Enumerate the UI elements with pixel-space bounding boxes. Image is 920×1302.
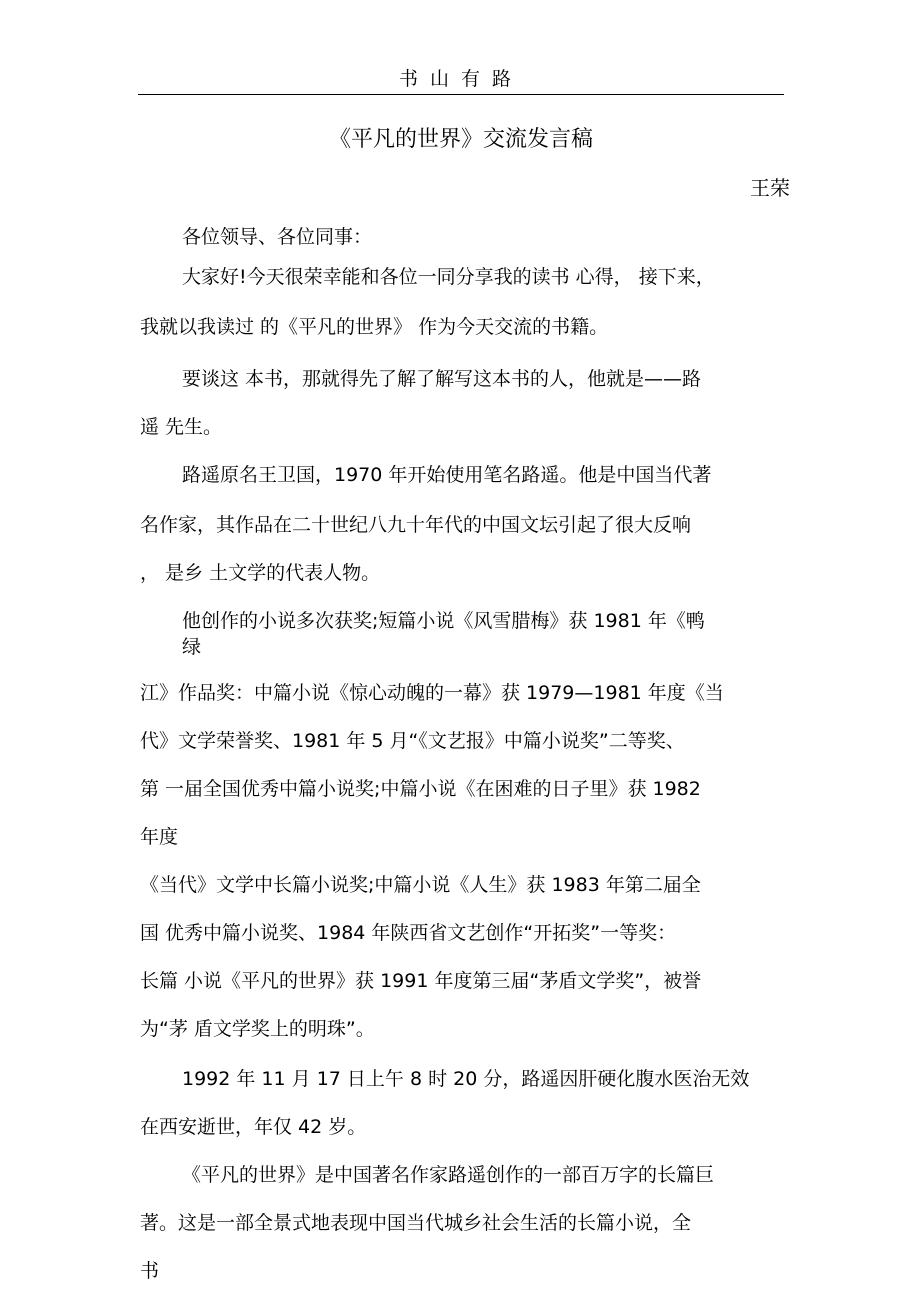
body-line: 绿 xyxy=(182,636,202,658)
salutation: 各位领导、各位同事： xyxy=(182,226,373,248)
body-line: 第 一届全国优秀中篇小说奖;中篇小说《在困难的日子里》获 1982 xyxy=(140,778,701,800)
document-title: 《平凡的世界》交流发言稿 xyxy=(328,127,593,152)
body-line: 为“茅 盾文学奖上的明珠”。 xyxy=(140,1018,375,1040)
body-line: 名作家，其作品在二十世纪八九十年代的中国文坛引起了很大反响 xyxy=(140,514,692,536)
body-line: ， 是乡 土文学的代表人物。 xyxy=(140,562,381,584)
body-line: 江》作品奖：中篇小说《惊心动魄的一幕》获 1979—1981 年度《当 xyxy=(140,682,724,704)
body-line: 他创作的小说多次获奖;短篇小说《风雪腊梅》获 1981 年《鸭 xyxy=(182,610,705,632)
body-line: 国 优秀中篇小说奖、1984 年陕西省文艺创作“开拓奖”一等奖： xyxy=(140,922,677,944)
body-line: 长篇 小说《平凡的世界》获 1991 年度第三届“茅盾文学奖”，被誉 xyxy=(140,970,702,992)
page-header: 书山有路 xyxy=(398,68,523,90)
body-line: 我就以我读过 的《平凡的世界》 作为今天交流的书籍。 xyxy=(140,316,609,338)
body-line: 书 xyxy=(140,1260,160,1282)
body-line: 要谈这 本书，那就得先了解了解写这本书的人，他就是——路 xyxy=(182,368,702,390)
body-line: 1992 年 11 月 17 日上午 8 时 20 分，路遥因肝硬化腹水医治无效 xyxy=(182,1068,750,1090)
body-line: 《当代》文学中长篇小说奖;中篇小说《人生》获 1983 年第二届全 xyxy=(140,874,701,896)
body-line: 《平凡的世界》是中国著名作家路遥创作的一部百万字的长篇巨 xyxy=(182,1164,715,1186)
body-line: 著。这是一部全景式地表现中国当代城乡社会生活的长篇小说，全 xyxy=(140,1212,692,1234)
body-line: 在西安逝世，年仅 42 岁。 xyxy=(140,1116,367,1138)
header-divider xyxy=(138,94,784,95)
body-line: 年度 xyxy=(140,826,179,848)
author-name: 王荣 xyxy=(750,176,790,200)
body-line: 大家好!今天很荣幸能和各位一同分享我的读书 心得， 接下来， xyxy=(182,266,715,288)
body-line: 路遥原名王卫国，1970 年开始使用笔名路遥。他是中国当代著 xyxy=(182,464,712,486)
body-line: 代》文学荣誉奖、1981 年 5 月“《文艺报》中篇小说奖”二等奖、 xyxy=(140,730,685,752)
body-line: 遥 先生。 xyxy=(140,416,223,438)
